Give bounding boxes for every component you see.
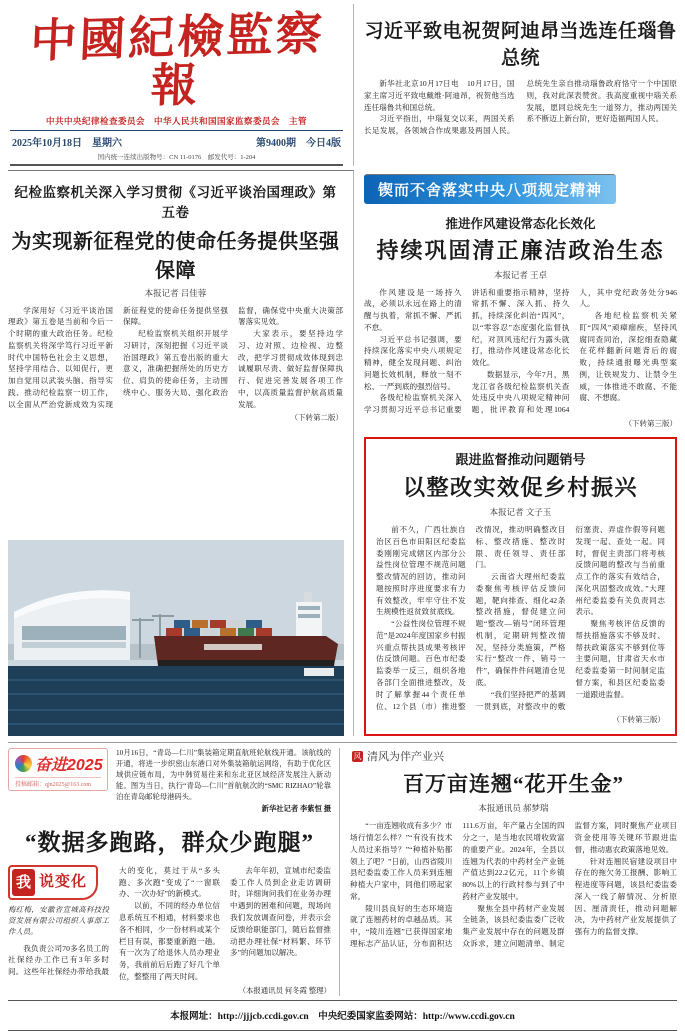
- top-story: [364, 4, 677, 166]
- lead-kicker: 纪检监察机关深入学习贯彻《习近平谈治国理政》第五卷: [14, 184, 337, 220]
- port-photo-wrap: [8, 540, 343, 736]
- shuobianhua-label: 说变化: [39, 873, 88, 890]
- wo-badge: 我: [12, 869, 35, 896]
- lead-story-column: [8, 170, 354, 737]
- qingfeng-icon: 风: [353, 751, 362, 761]
- port-photo: [8, 540, 344, 736]
- redbox-continuation: （下转第三版）: [612, 715, 665, 725]
- photo-credit: 新华社记者 李紫恒 摄: [261, 803, 331, 813]
- fenjin-email: 投稿邮箱：qjn2025@163.com: [15, 777, 101, 788]
- footer-urls: 本报网址：http://jjjcb.ccdi.gov.cn 中央纪委国家监委网站：http://www.ccdi.gov.cn: [8, 1000, 677, 1031]
- lianqiao-story-column: [350, 748, 677, 995]
- right-column: [364, 170, 677, 737]
- banner-byline: 本报记者 王卓: [493, 269, 548, 280]
- lead-story: [8, 171, 343, 424]
- redbox-headline: 以整改实效促乡村振兴: [402, 475, 638, 501]
- fenjin-2025-logo: [8, 748, 108, 791]
- banner-continuation: （下转第三版）: [624, 419, 677, 429]
- lianqiao-headline: 百万亩连翘“花开生金”: [403, 772, 624, 797]
- redbox-byline: 本报记者 文子玉: [489, 507, 552, 518]
- publisher-line: 中共中央纪律检查委员会 中华人民共和国国家监察委员会 主管: [45, 115, 307, 126]
- woshuobianhua-badge: [8, 865, 98, 900]
- date-line: 2025年10月18日 星期六: [12, 137, 122, 149]
- lianqiao-body: “一亩连翘收成有多少？市场行情怎么样？”“有没有技术人员过来指导？”“种植补贴都领上了吧？”日前，山西省陵川县纪委监委工作人员来到连翘种植大户家中，同他们唠起家常。 陵川县良好的生态环境造就了连翘药材的卓越品质。其中，“陵川连翘”已获得国家地理标志产品认证，分布面积达111.6万亩，年产量占全国的四分之一，是当地农民增收致富的重要产业。2024年，全县以连翘为代表的中药材全产业链产值达到22.2亿元，11个乡镇80%以上的行政村参与到了中药材产业发展中。 聚焦全县中药材产业发展全链条，该县纪委监委广泛收集产业发展中存在的问题及群众诉求，建立问题清单、制定监督方案，同时聚焦产业项目资金使用等关键环节跟进监督，推动惠农政策落地见效。 针对连翘民宿建设项目中存在的拖欠务工报酬、影响工程进度等问题，该县纪委监委深入一线了解情况、分析原因、厘清责任，推动问题解决，为中药材产业发展提供了强有力的监督支撑。: [350, 821, 677, 948]
- fenjin-label: 奋进2025: [35, 757, 103, 775]
- lead-headline: 为实现新征程党的使命任务提供坚强保障: [11, 230, 340, 282]
- date-row: [10, 130, 343, 150]
- data-story-column: [8, 748, 340, 995]
- masthead: [8, 4, 354, 166]
- data-story-body: 我 说变化 梅红梅，安徽省宣城高科技投资发展有限公司组织人事部工作人员。 我负责公司70多名员工的社保经办工作已有3年多时间。这些年社保经办带给我最大的变化，莫过于从“多头跑、多次跑”变成了“一窗联办、一次办好”的新模式。 以前，不同的经办单位信息系统互不相通，材料要求也各不相同，少一份材料或某个栏目有误，都要重新跑一趟。有一次为了给退休人员办理业务，我前前后后跑了好几个单位，整整用了两天时间。 去年年初，宣城市纪委监委工作人员到企业走访调研时，详细询问我们在业务办理中遇到的困难和问题，现场向我们发放调查问卷，并表示会反馈给职能部门，随后监督推动把办理社保“材料繁、环节多”的问题加以解决。: [8, 865, 331, 981]
- issn-line: 国内统一连续出版物号：CN 11-0176 邮发代号：1-204: [10, 152, 343, 166]
- lead-body: 学深用好《习近平谈治国理政》第五卷是当前和今后一个时期的重大政治任务。纪检监察机关将深学笃行习近平新时代中国特色社会主义思想，坚持学用结合、以知促行，更加自觉用以武装头脑、指导实践、推动纪检监察一切工作，以全面从严治党新成效为实现新征程党的使命任务提供坚强保障。 纪检监察机关组织开展学习研讨，深刻把握《习近平谈治国理政》第五卷出版的重大意义，准确把握所处的历史方位、肩负的使命任务，主动围绕中心、服务大局、强化政治监督，确保党中央重大决策部署落实见效。 大家表示，要坚持边学习、边对照、边检视、边整改，把学习贯彻成效体现到忠诚履职尽责、做好监督保障执行、促进完善发展各项工作中，以高质量监督护航高质量发展。: [8, 305, 343, 409]
- redbox-kicker: 跟进监督推动问题销号: [455, 452, 586, 468]
- mid-band: [8, 170, 677, 737]
- issue-line: 第9400期 今日4版: [256, 137, 341, 149]
- banner-story: [364, 170, 677, 429]
- bottom-band: [8, 742, 677, 995]
- top-story-body: 新华社北京10月17日电 10月17日，国家主席习近平致电戴维·阿迪昂，祝贺他当选连任瑙鲁共和国总统。 习近平指出，中瑙复交以来，两国关系长足发展，各领域合作成果惠及两国人民。总统先生亲自推动瑙鲁政府恪守一个中国原则，我对此深表赞赏。我高度重视中瑙关系发展，愿同总统先生一道努力，推动两国关系不断迈上新台阶，更好造福两国人民。: [364, 79, 677, 136]
- fenjin-swirl-icon: [15, 755, 32, 772]
- top-story-headline: 习近平致电祝贺阿迪昂当选连任瑙鲁总统: [364, 21, 677, 69]
- data-story-intro: 梅红梅，安徽省宣城高科技投资发展有限公司组织人事部工作人员。: [8, 905, 109, 937]
- lianqiao-kicker-label: 清风为伴产业兴: [367, 751, 444, 764]
- data-story-headline: “数据多跑路，群众少跑腿”: [25, 829, 314, 855]
- lianqiao-kicker: [352, 748, 677, 764]
- banner-headline: 持续巩固清正廉洁政治生态: [376, 237, 665, 263]
- banner-body: 作风建设是一场持久战，必须以永远在路上的清醒与执着，常抓不懈、严抓不怠。 习近平总书记强调，要持续深化落实中央八项规定精神，健全发现问题、纠治问题长效机制，释放一刻不松、一严到底的强烈信号。 各级纪检监察机关深入学习贯彻习近平总书记重要讲话和重要指示精神，坚持常抓不懈、深入抓、持久抓，持续深化纠治“四风”，以“零容忍”态度强化监督执纪，对顶风违纪行为露头就打，推动作风建设常态化长效化。 数据显示，今年7月，黑龙江省各级纪检监察机关查处违反中央八项规定精神问题，批评教育和处理1064人，其中党纪政务处分946人。 各地纪检监察机关紧盯“四风”顽瘴痼疾，坚持风腐同查同治，深挖细查隐藏在花样翻新问题背后的腐败，持续通报曝光典型案例，让铁规发力、让禁令生威，一体推进不敢腐、不能腐、不想腐。: [364, 287, 677, 415]
- lead-continuation: （下转第二版）: [290, 413, 343, 423]
- masthead-title: 中國紀檢監察報: [29, 8, 326, 112]
- redbox-body: 前不久，广西壮族自治区百色市田阳区纪委监委刚刚完成辖区内部分公益性岗位管理不规范问题整改情况的回访，推动问题按照时序进度要求有力有效整改，牢牢守住不发生规模性返贫致贫底线。 “公益性岗位管理不规范”是2024年度国家乡村振兴重点帮扶县成果考核评估反馈问题。百色市纪委监委举一反三，组织各地各部门全面推进整改，及时了解掌握44个责任单位、12个县（市）推进整改情况，推动明确整改目标、整改措施、整改时限、责任领导、责任部门。 云南省大理州纪委监委聚焦考核评估反馈问题，靶向排查、细化42条整改措施，督促建立问题“整改—销号”闭环管理机制，定期研判整改情况，坚持分类施策，严格实行“整改一件、销号一件”，确保件件问题清仓见底。 “我们坚持把严的基调一贯到底，对整改中的敷衍塞责、弄虚作假等问题发现一起、查处一起。同时，督促主责部门将考核反馈问题的整改与当前重点工作的落实有效结合，深化巩固整改成效。”大理州纪委监委有关负责同志表示。 聚焦考核评估反馈的帮扶措施落实不够及时、帮扶政策落实不够到位等主要问题，甘肃省天水市纪委监委第一时间制定监督方案，和县区纪委监委一道跟进监督。: [376, 525, 665, 711]
- lianqiao-byline: 本报通讯员 郝梦瑞: [478, 803, 549, 814]
- data-story-endnote: （本报通讯员 何冬霞 整理）: [238, 985, 331, 995]
- photo-caption: 10月16日，“青岛—仁川”集装箱定期直航班轮航线开通。该航线的开通，将进一步织密山东港口对外集装箱航运网络，有助于优化区域供应链布局，为中韩贸易往来和东北亚区域经济发展注入新动能。图为当日，执行“青岛—仁川”首航航次的“SMC RIZHAO”轮靠泊在青岛邮轮母港码头。: [116, 748, 331, 802]
- lead-byline: 本报记者 吕佳蓉: [144, 287, 207, 298]
- banner-badge: 锲而不舍落实中央八项规定精神: [364, 174, 616, 204]
- top-band: [8, 4, 677, 166]
- redbox-story: [364, 437, 677, 736]
- banner-kicker: 推进作风建设常态化长效化: [445, 216, 596, 231]
